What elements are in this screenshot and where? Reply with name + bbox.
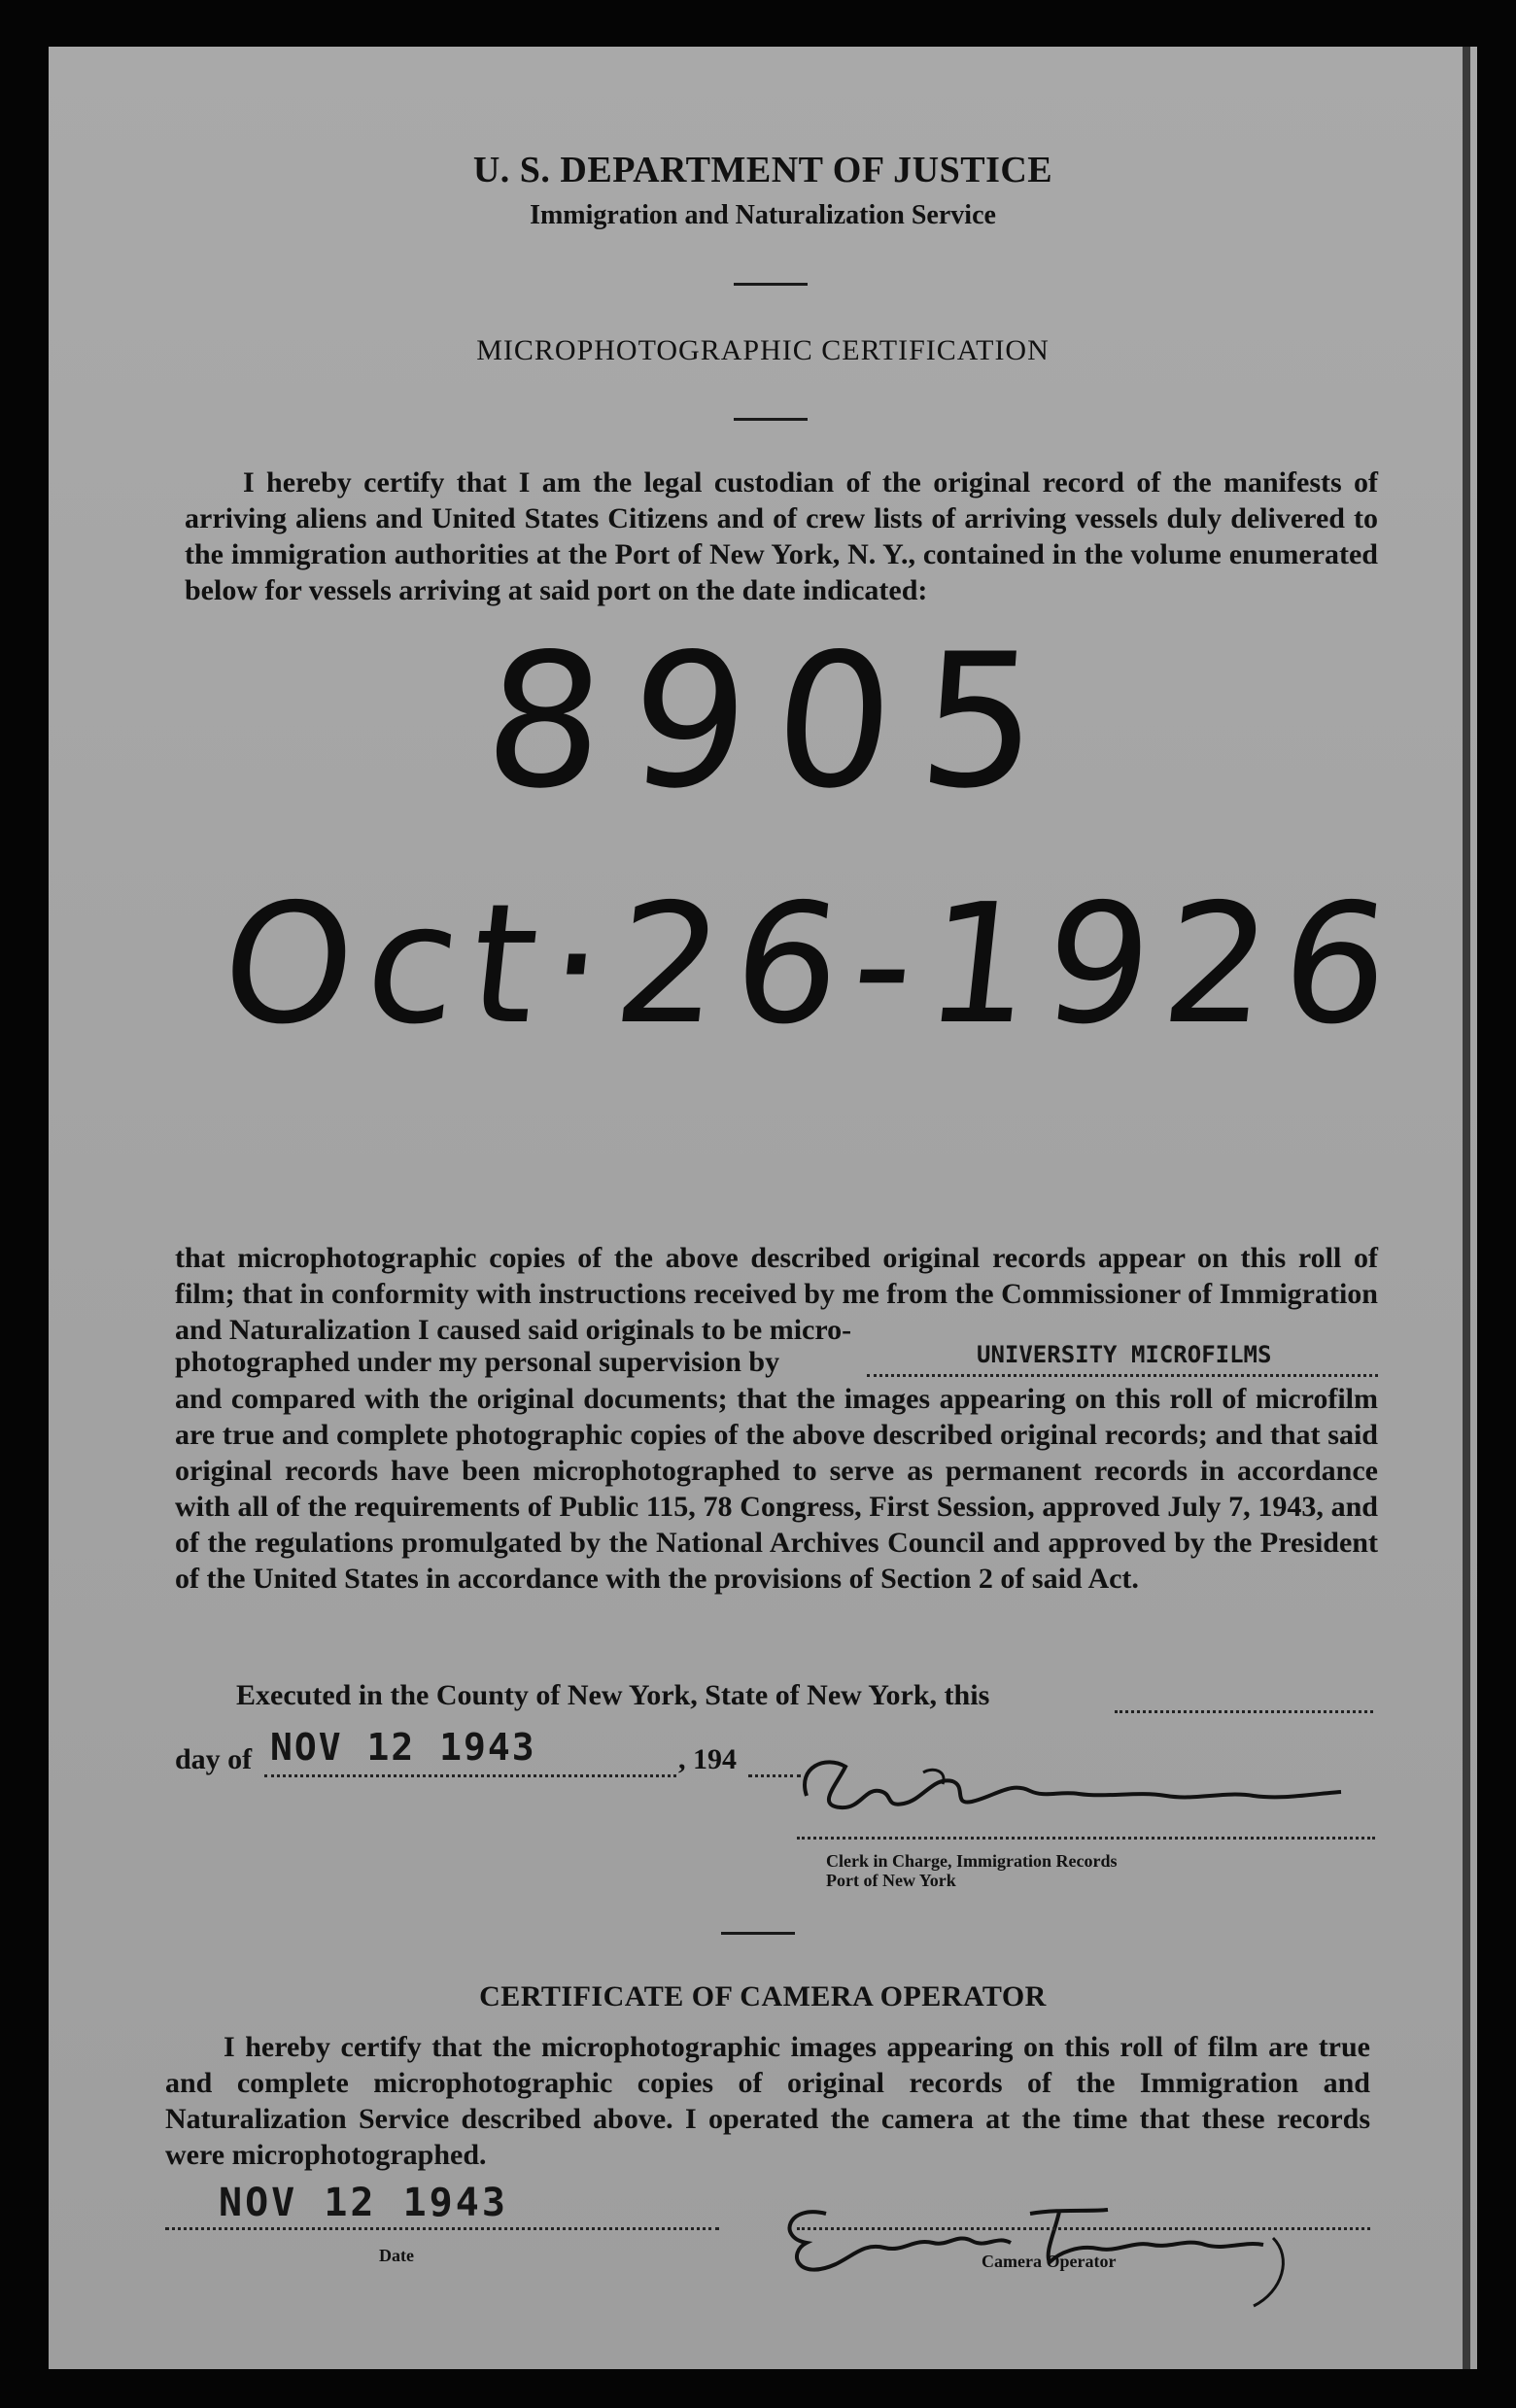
day-of-dotted-line <box>264 1772 676 1777</box>
clerk-title: Clerk in Charge, Immigration Records <box>826 1851 1118 1871</box>
handwritten-date: Oct·26-1926 <box>213 869 1412 1061</box>
body-paragraph-part3: and compared with the original documents; that the images appearing on this roll of microfilm are true and complete photographic copies of the above described original records; and that said original records have been microphotographed to serve as permanent records in accordance with all of the requirements of Public 115, 78 Congress, First Session, approved July 7, 1943, and of the regulations promulgated by the National Archives Council and approved by the President of the United States in accordance with the provisions of Section 2 of said Act. <box>175 1383 1378 1595</box>
company-stamp: UNIVERSITY MICROFILMS <box>977 1341 1272 1368</box>
form-title: MICROPHOTOGRAPHIC CERTIFICATION <box>476 334 1050 366</box>
supervision-line <box>175 1346 779 1379</box>
supervision-lead-text: photographed under my personal supervision by <box>175 1346 780 1378</box>
camera-certificate-title: CERTIFICATE OF CAMERA OPERATOR <box>479 1980 1047 2012</box>
execution-date-stamp: NOV 12 1943 <box>270 1726 536 1769</box>
camera-date-stamp: NOV 12 1943 <box>219 2181 508 2225</box>
intro-paragraph: I hereby certify that I am the legal custodian of the original record of the manifests of arriving aliens and United States Citizens and of crew lists of arriving vessels duly delivered to the immigration authorities at the Port of New York, N. Y., contained in the volume enumerated below for vessels arriving at said port on the date indicated: <box>185 466 1378 606</box>
date-dotted-line <box>165 2225 719 2230</box>
clerk-port: Port of New York <box>826 1871 956 1890</box>
film-edge <box>1463 47 1470 2369</box>
executed-dotted-line <box>1115 1708 1373 1713</box>
executed-line <box>236 1679 989 1712</box>
camera-certificate-text: I hereby certify that the microphotographic images appearing on this roll of film are true and complete microphotographic copies of original records of the Immigration and Naturalization Service described above. I operated the camera at the time that these records were microphotographed. <box>165 2031 1370 2171</box>
department-title: U. S. DEPARTMENT OF JUSTICE <box>472 150 1053 190</box>
body-paragraph-part1: that microphotographic copies of the above described original records appear on this roll of film; that in conformity with instructions received by me from the Commissioner of Immigration and Naturalization I caused said originals to be micro- <box>175 1242 1378 1346</box>
company-dotted-line <box>867 1372 1378 1377</box>
day-of-label: day of <box>175 1743 253 1775</box>
camera-section-divider <box>721 1932 795 1935</box>
title-divider <box>734 418 808 421</box>
certificate-page <box>49 47 1477 2369</box>
year-prefix: , 194 <box>678 1743 737 1775</box>
handwritten-volume-number: 8905 <box>478 614 1073 829</box>
operator-dotted-line <box>797 2225 1370 2230</box>
header-divider <box>734 283 808 286</box>
date-label: Date <box>379 2246 414 2265</box>
service-subtitle: Immigration and Naturalization Service <box>530 200 996 230</box>
clerk-signature-line <box>797 1835 1375 1840</box>
executed-text: Executed in the County of New York, State of New York, this <box>236 1679 990 1711</box>
camera-operator-label: Camera Operator <box>982 2252 1117 2271</box>
clerk-signature <box>787 1737 1370 1844</box>
